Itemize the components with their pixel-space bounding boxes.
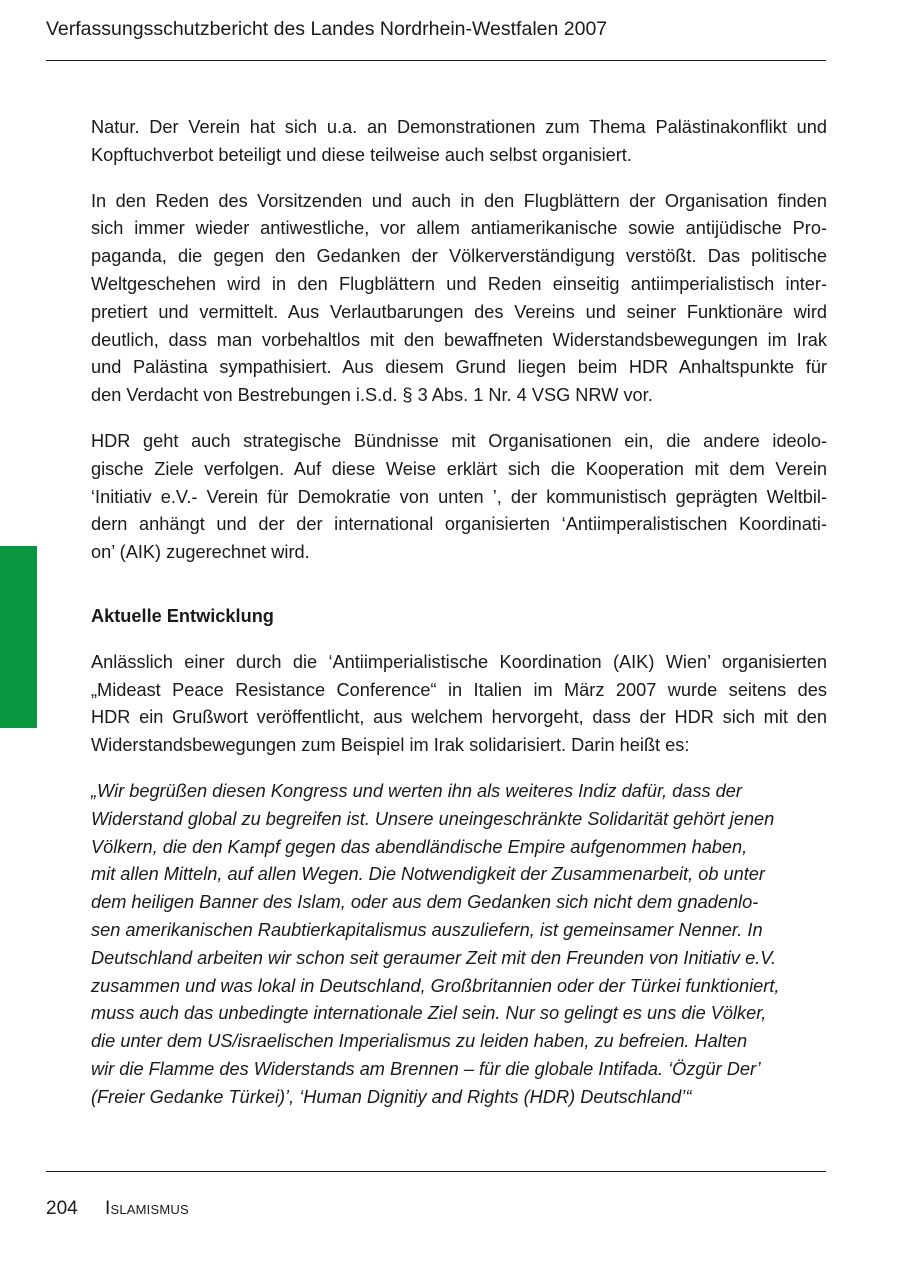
quote-line: mit allen Mitteln, auf allen Wegen. Die Notwendigkeit der Zusammenarbeit, ob unter [91,864,765,885]
paragraph [91,114,827,170]
quote-line: zusammen und was lokal in Deutschland, Großbritannien oder der Türkei funktioniert, [91,975,780,996]
text-line: Natur. Der Verein hat sich u.a. an Demonstrationen zum Thema Palästinakonflikt und [91,117,827,137]
page-number: 204 [46,1198,78,1219]
text-line: sich immer wieder antiwestliche, vor allem antiamerikanische sowie antijüdische Pro- [91,218,827,239]
quote-line: Widerstand global zu begreifen ist. Unsere uneingeschränkte Solidarität gehört jenen [91,808,775,829]
text-line: Widerstandsbewegungen zum Beispiel im Irak solidarisiert. Darin heißt es: [91,735,690,756]
text-line: pretiert und vermittelt. Aus Verlautbarungen des Vereins und seiner Funktionäre wird [91,301,827,322]
text-line: und Palästina sympathisiert. Aus diesem Grund liegen beim HDR Anhaltspunkte für [91,357,827,378]
quote-line: Deutschland arbeiten wir schon seit geraumer Zeit mit den Freunden von Initiativ e.V. [91,947,777,968]
text-line: ‘Initiativ e.V.- Verein für Demokratie von unten ’, der kommunistisch geprägten Weltbil- [91,486,827,507]
text-line: Kopftuchverbot beteiligt und diese teilweise auch selbst organisiert. [91,144,632,165]
running-title: Verfassungsschutzbericht des Landes Nordrhein-Westfalen 2007 [46,18,608,40]
quote-line: muss auch das unbedingte internationale Ziel sein. Nur so gelingt es uns die Völker, [91,1003,767,1024]
text-line: HDR ein Grußwort veröffentlicht, aus welchem hervorgeht, dass der HDR sich mit den [91,707,827,728]
quote-line: Völkern, die den Kampf gegen das abendländische Empire aufgenommen haben, [91,836,748,857]
quote-line: sen amerikanischen Raubtierkapitalismus auszuliefern, ist gemeinsamer Nenner. In [91,919,763,940]
paragraph [91,428,827,567]
section-color-tab [0,546,37,728]
footer-section-name: Islamismus [105,1198,189,1219]
text-line: on’ (AIK) zugerechnet wird. [91,542,310,563]
footer-rule [46,1171,826,1172]
text-line: dern anhängt und der der international organisierten ‘Antiimperalistischen Koordinati- [91,514,827,535]
text-line: In den Reden des Vorsitzenden und auch in den Flugblättern der Organisation finden [91,190,827,211]
text-line: Anlässlich einer durch die ‘Antiimperialistische Koordination (AIK) Wien’ organisierten [91,651,827,672]
quote-line: dem heiligen Banner des Islam, oder aus dem Gedanken sich nicht dem gnadenlo- [91,892,759,913]
block-quote [91,778,827,1112]
header-rule [46,60,826,61]
paragraph [91,188,827,410]
text-line: „Mideast Peace Resistance Conference“ in Italien im März 2007 wurde seitens des [91,679,827,700]
text-line: gische Ziele verfolgen. Auf diese Weise erklärt sich die Kooperation mit dem Verein [91,458,827,479]
page-body [91,114,827,1130]
text-line: den Verdacht von Bestrebungen i.S.d. § 3 Abs. 1 Nr. 4 VSG NRW vor. [91,385,653,406]
quote-line: „Wir begrüßen diesen Kongress und werten ihn als weiteres Indiz dafür, dass der [91,780,742,801]
quote-line: wir die Flamme des Widerstands am Brennen – für die globale Intifada. ‘Özgür Der’ [91,1058,761,1079]
text-line: deutlich, dass man vorbehaltlos mit den bewaffneten Widerstandsbewegungen im Irak [91,329,827,350]
text-line: HDR geht auch strategische Bündnisse mit Organisationen ein, die andere ideolo- [91,430,827,451]
text-line: paganda, die gegen den Gedanken der Völkerverständigung verstößt. Das politische [91,246,827,267]
text-line: Weltgeschehen wird in den Flugblättern und Reden einseitig antiimperialistisch inter- [91,273,827,294]
section-heading: Aktuelle Entwicklung [91,605,274,626]
quote-line: (Freier Gedanke Türkei)’, ‘Human Dignitiy and Rights (HDR) Deutschland’“ [91,1086,692,1107]
paragraph [91,649,827,760]
quote-line: die unter dem US/israelischen Imperialismus zu leiden haben, zu befreien. Halten [91,1031,748,1052]
